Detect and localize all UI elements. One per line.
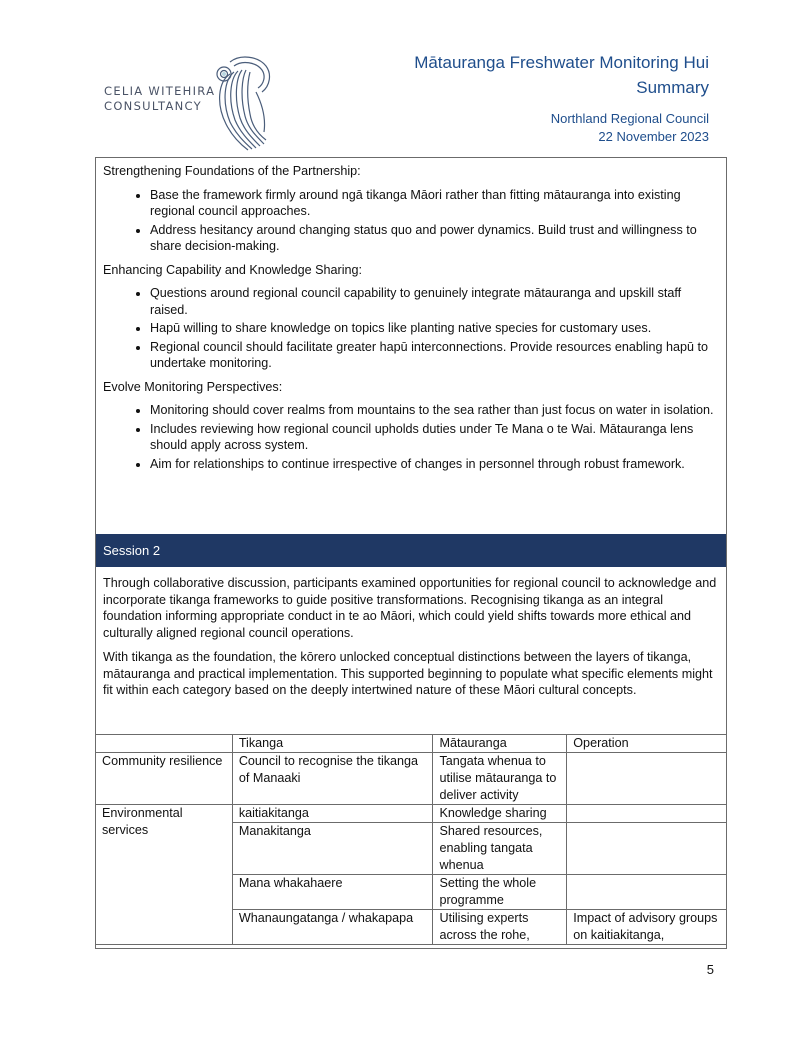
bullet-item: • Hapū willing to share knowledge on topics like planting native species for customary uses. xyxy=(150,320,719,337)
table-cell: Impact of advisory groups on kaitiakitanga, xyxy=(567,910,727,945)
title-line-1: Mātauranga Freshwater Monitoring Hui xyxy=(414,53,709,72)
table-header-cell: Mātauranga xyxy=(433,735,567,753)
bullet-list xyxy=(103,285,719,372)
table-cell xyxy=(567,823,727,875)
bullet-item: • Aim for relationships to continue irrespective of changes in personnel through robust framework. xyxy=(150,456,719,473)
page-number: 5 xyxy=(706,962,714,977)
bullet-item: • Includes reviewing how regional council upholds duties under Te Mana o te Wai. Mātauranga lens should apply across system. xyxy=(150,421,719,454)
bullet-item: • Questions around regional council capability to genuinely integrate mātauranga and upskill staff raised. xyxy=(150,285,719,318)
row-label-cell: Community resilience xyxy=(96,753,233,805)
session2-paragraph-1: Through collaborative discussion, participants examined opportunities for regional council to acknowledge and incorporate tikanga frameworks to guide positive transformations. Recognising tikanga as an integral foundation informing appropriate conduct in te ao Māori, which could yield shifts towards more ethical and culturally aligned regional council operations. xyxy=(103,576,717,640)
bullet-list xyxy=(103,402,719,472)
table-cell: Whanaungatanga / whakapapa xyxy=(232,910,433,945)
row-label-cell: Environmental services xyxy=(96,805,233,945)
group-heading: Enhancing Capability and Knowledge Sharing: xyxy=(103,262,363,277)
table-cell: Mana whakahaere xyxy=(232,875,433,910)
logo-line-1: CELIA WITEHIRA xyxy=(104,84,216,98)
session2-intro xyxy=(103,575,717,707)
table-cell: Utilising experts across the rohe, xyxy=(433,910,567,945)
logo-line-2: CONSULTANCY xyxy=(104,99,202,113)
group-heading: Strengthening Foundations of the Partnership: xyxy=(103,164,361,178)
document-meta xyxy=(551,110,709,146)
content-panel xyxy=(95,157,727,949)
table-cell: Manakitanga xyxy=(232,823,433,875)
consultancy-logo xyxy=(100,52,290,152)
koru-logo-graphic xyxy=(200,52,280,152)
bullet-item: • Base the framework firmly around ngā tikanga Māori rather than fitting mātauranga into existing regional council approaches. xyxy=(150,187,719,220)
document-date: 22 November 2023 xyxy=(598,129,709,144)
table-cell: Council to recognise the tikanga of Manaaki xyxy=(232,753,433,805)
table-row xyxy=(96,805,727,823)
session1-summary xyxy=(96,158,726,472)
table-row xyxy=(96,753,727,805)
table-header-row xyxy=(96,735,727,753)
document-title xyxy=(414,50,709,100)
tikanga-matauranga-table xyxy=(95,734,727,945)
table-cell xyxy=(567,805,727,823)
table-cell: Tangata whenua to utilise mātauranga to deliver activity xyxy=(433,753,567,805)
bullet-item: • Monitoring should cover realms from mountains to the sea rather than just focus on water in isolation. xyxy=(150,402,719,419)
table-header-cell xyxy=(96,735,233,753)
organisation-name: Northland Regional Council xyxy=(550,111,709,126)
table-cell: Knowledge sharing xyxy=(433,805,567,823)
bullet-list xyxy=(103,187,719,255)
bullet-item: • Regional council should facilitate greater hapū interconnections. Provide resources enabling hapū to undertake monitoring. xyxy=(150,339,719,372)
table-cell: Shared resources, enabling tangata whenua xyxy=(433,823,567,875)
title-line-2: Summary xyxy=(636,78,709,97)
session2-paragraph-2: With tikanga as the foundation, the kōrero unlocked conceptual distinctions between the layers of tikanga, mātauranga and practical implementation. This supported beginning to populate what specific elements might fit within each category based on the deeply intertwined nature of these Māori cultural concepts. xyxy=(103,650,713,697)
group-heading: Evolve Monitoring Perspectives: xyxy=(103,379,283,394)
table-header-cell: Operation xyxy=(567,735,727,753)
session2-heading-band: Session 2 xyxy=(96,534,726,567)
table-header-cell: Tikanga xyxy=(232,735,433,753)
table-cell xyxy=(567,753,727,805)
table-cell xyxy=(567,875,727,910)
table-cell: kaitiakitanga xyxy=(232,805,433,823)
table-cell: Setting the whole programme xyxy=(433,875,567,910)
bullet-item: • Address hesitancy around changing status quo and power dynamics. Build trust and willingness to share decision-making. xyxy=(150,222,719,255)
